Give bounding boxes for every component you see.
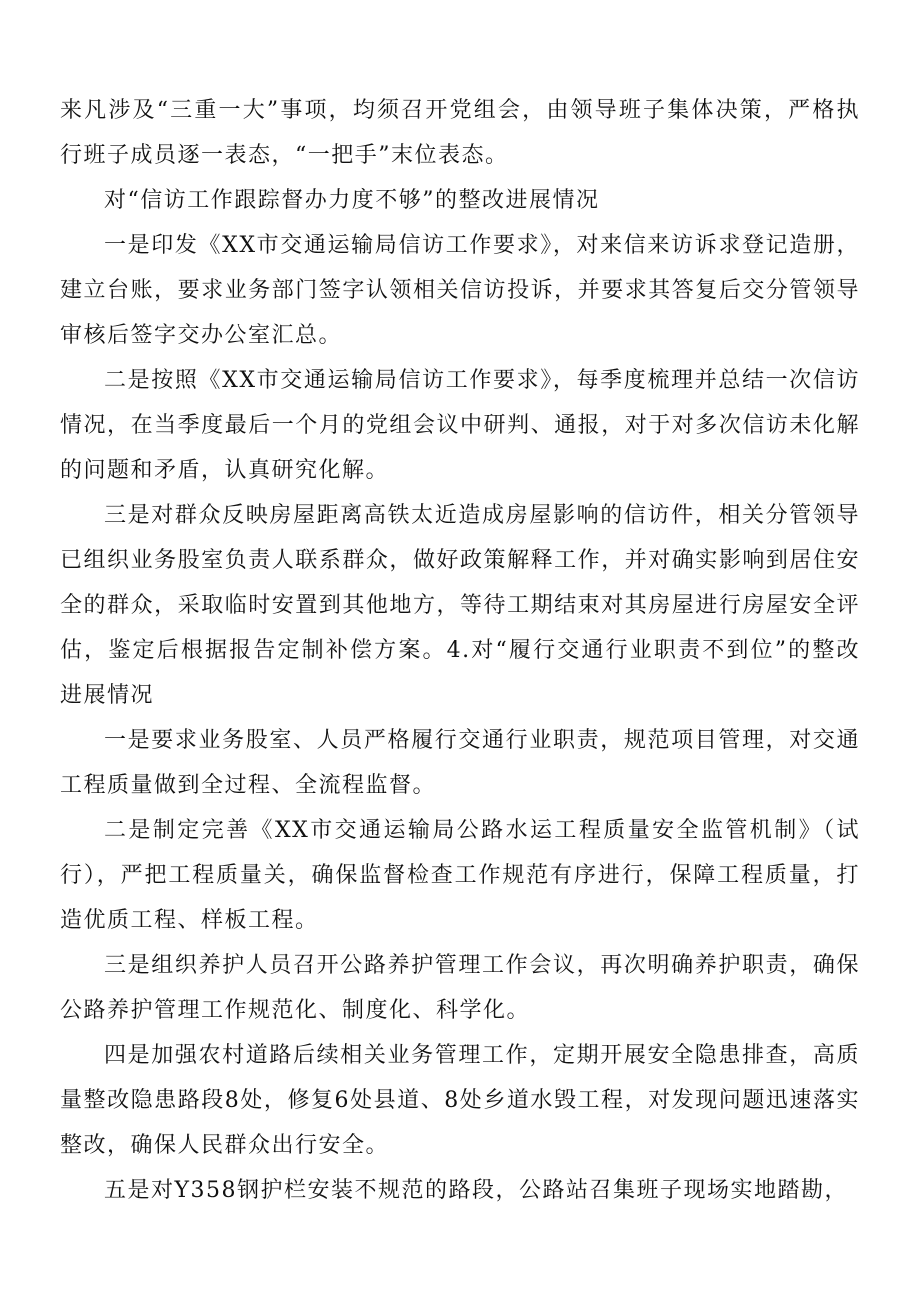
paragraph-9: 四是加强农村道路后续相关业务管理工作，定期开展安全隐患排查，高质量整改隐患路段8处，修复6处县道、8处乡道水毁工程，对发现问题迅速落实整改，确保人民群众出行安全。 xyxy=(60,1043,860,1158)
paragraph-7: 二是制定完善《XX市交通运输局公路水运工程质量安全监管机制》（试行），严把工程质量关，确保监督检查工作规范有序进行，保障工程质量，打造优质工程、样板工程。 xyxy=(60,818,860,933)
paragraph-6: 一是要求业务股室、人员严格履行交通行业职责，规范项目管理，对交通工程质量做到全过程、全流程监督。 xyxy=(60,728,860,798)
paragraph-5: 三是对群众反映房屋距离高铁太近造成房屋影响的信访件，相关分管领导已组织业务股室负责人联系群众，做好政策解释工作，并对确实影响到居住安全的群众，采取临时安置到其他地方，等待工期结束对其房屋进行房屋安全评估，鉴定后根据报告定制补偿方案。4.对“履行交通行业职责不到位”的整改进展情况 xyxy=(60,503,860,708)
paragraph-10: 五是对Y358钢护栏安装不规范的路段，公路站召集班子现场实地踏勘， xyxy=(104,1178,849,1203)
paragraph-3: 一是印发《XX市交通运输局信访工作要求》，对来信来访诉求登记造册，建立台账，要求业务部门签字认领相关信访投诉，并要求其答复后交分管领导审核后签字交办公室汇总。 xyxy=(60,233,860,348)
paragraph-8: 三是组织养护人员召开公路养护管理工作会议，再次明确养护职责，确保公路养护管理工作规范化、制度化、科学化。 xyxy=(60,953,860,1023)
paragraph-4: 二是按照《XX市交通运输局信访工作要求》，每季度梳理并总结一次信访情况，在当季度最后一个月的党组会议中研判、通报，对于对多次信访未化解的问题和矛盾，认真研究化解。 xyxy=(60,368,860,483)
paragraph-heading-petition: 对“信访工作跟踪督办力度不够”的整改进展情况 xyxy=(104,188,600,213)
paragraph-1: 来凡涉及“三重一大”事项，均须召开党组会，由领导班子集体决策，严格执行班子成员逐一表态，“一把手”末位表态。 xyxy=(60,98,860,168)
document-body xyxy=(60,88,860,1213)
